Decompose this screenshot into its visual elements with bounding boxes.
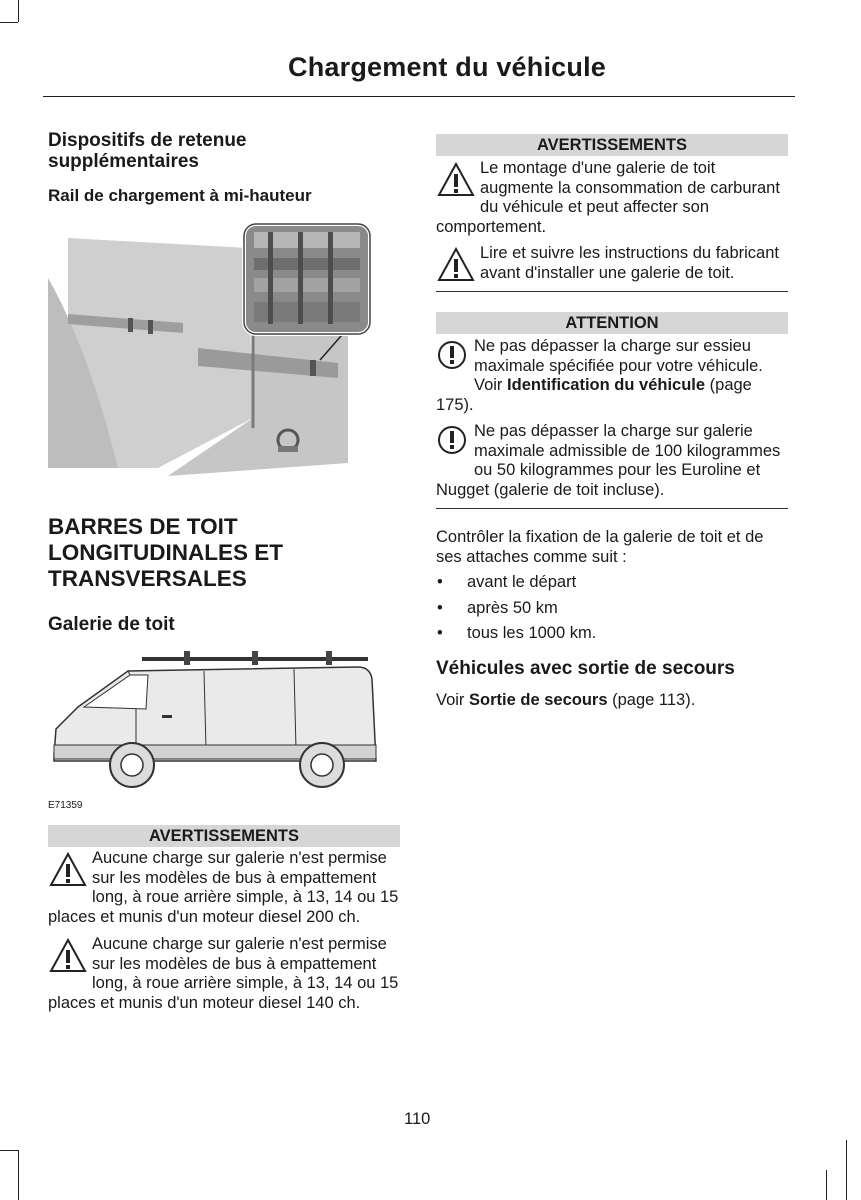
- cross-reference-link[interactable]: Identification du véhicule: [507, 376, 706, 394]
- secours-reference: [436, 691, 788, 711]
- page-number: 110: [404, 1110, 431, 1128]
- crop-mark: [826, 1170, 827, 1200]
- van-illustration: [48, 649, 388, 794]
- bullet-dot: •: [437, 598, 443, 617]
- crop-mark: [18, 1150, 19, 1200]
- attention-heading: ATTENTION: [436, 312, 788, 334]
- van-figure-svg: [48, 649, 388, 794]
- warning-note: [436, 159, 788, 237]
- warning-triangle-icon: [436, 161, 480, 201]
- right-column: [436, 134, 788, 710]
- list-item-text: avant le départ: [467, 573, 577, 591]
- check-intro: Contrôler la fixation de la galerie de toit et de ses attaches comme suit :: [436, 528, 764, 566]
- rail-figure-svg: [48, 218, 388, 483]
- attention-box: [436, 312, 788, 509]
- caution-circle-icon: [436, 424, 474, 464]
- list-item: [436, 599, 788, 619]
- list-item: [436, 573, 788, 593]
- box-bottom-rule: [436, 291, 788, 292]
- bullet-dot: •: [437, 573, 443, 591]
- warning-triangle-icon: [48, 937, 92, 977]
- warning-text: Le montage d'une galerie de toit augmente la consommation de carburant du véhicule et peut affecter son comportement.: [436, 159, 780, 236]
- check-list: [436, 573, 788, 644]
- warnings-heading: AVERTISSEMENTS: [436, 134, 788, 156]
- section-heading-dispositifs: Dispositifs de retenue supplémentaires: [48, 130, 247, 172]
- list-item-text: après 50 km: [467, 598, 558, 617]
- warning-note: [48, 935, 400, 1013]
- list-item: [436, 624, 788, 644]
- warning-text: Lire et suivre les instructions du fabricant avant d'installer une galerie de toit.: [480, 244, 779, 282]
- left-column: [48, 130, 400, 1013]
- title-divider: [43, 96, 795, 97]
- cross-reference-link[interactable]: Sortie de secours: [469, 690, 608, 709]
- reference-prefix: Voir: [436, 690, 465, 709]
- page-reference: (page 175).: [436, 376, 752, 414]
- warnings-box-left: [48, 825, 400, 1013]
- warnings-box-right: [436, 134, 788, 292]
- warning-triangle-icon: [48, 851, 92, 891]
- crop-mark: [846, 1140, 847, 1200]
- attention-text: Ne pas dépasser la charge sur galerie maximale admissible de 100 kilogrammes ou 50 kilogrammes pour les Euroline et Nugget (galerie de toit incluse).: [436, 422, 781, 499]
- list-item-text: tous les 1000 km.: [467, 624, 597, 642]
- rail-illustration: [48, 218, 388, 483]
- section-heading-barres: BARRES DE TOIT LONGITUDINALES ET TRANSVERSALES: [48, 514, 283, 591]
- warning-triangle-icon: [436, 246, 480, 286]
- attention-text: Ne pas dépasser la charge sur essieu maximale spécifiée pour votre véhicule. Voir: [474, 337, 763, 394]
- attention-note: [436, 422, 788, 500]
- attention-note: [436, 337, 788, 415]
- crop-mark: [0, 22, 18, 23]
- subheading-galerie: Galerie de toit: [48, 614, 175, 635]
- warning-text: Aucune charge sur galerie n'est permise sur les modèles de bus à empattement long, à roue arrière simple, à 13, 14 ou 15 places et munis d'un moteur diesel 140 ch.: [48, 935, 399, 1012]
- crop-mark: [0, 1150, 18, 1151]
- warnings-heading: AVERTISSEMENTS: [48, 825, 400, 847]
- crop-mark: [18, 0, 19, 22]
- caution-circle-icon: [436, 339, 474, 379]
- box-bottom-rule: [436, 508, 788, 509]
- warning-note: [48, 849, 400, 927]
- subheading-rail: Rail de chargement à mi-hauteur: [48, 186, 312, 205]
- page-title: Chargement du véhicule: [288, 52, 606, 82]
- figure-code: E71359: [48, 800, 83, 811]
- bullet-dot: •: [437, 624, 443, 642]
- warning-note: [436, 244, 788, 283]
- warning-text: Aucune charge sur galerie n'est permise sur les modèles de bus à empattement long, à roue arrière simple, à 13, 14 ou 15 places et munis d'un moteur diesel 200 ch.: [48, 849, 399, 926]
- section-heading-secours: Véhicules avec sortie de secours: [436, 657, 735, 679]
- page-reference: (page 113).: [612, 690, 696, 709]
